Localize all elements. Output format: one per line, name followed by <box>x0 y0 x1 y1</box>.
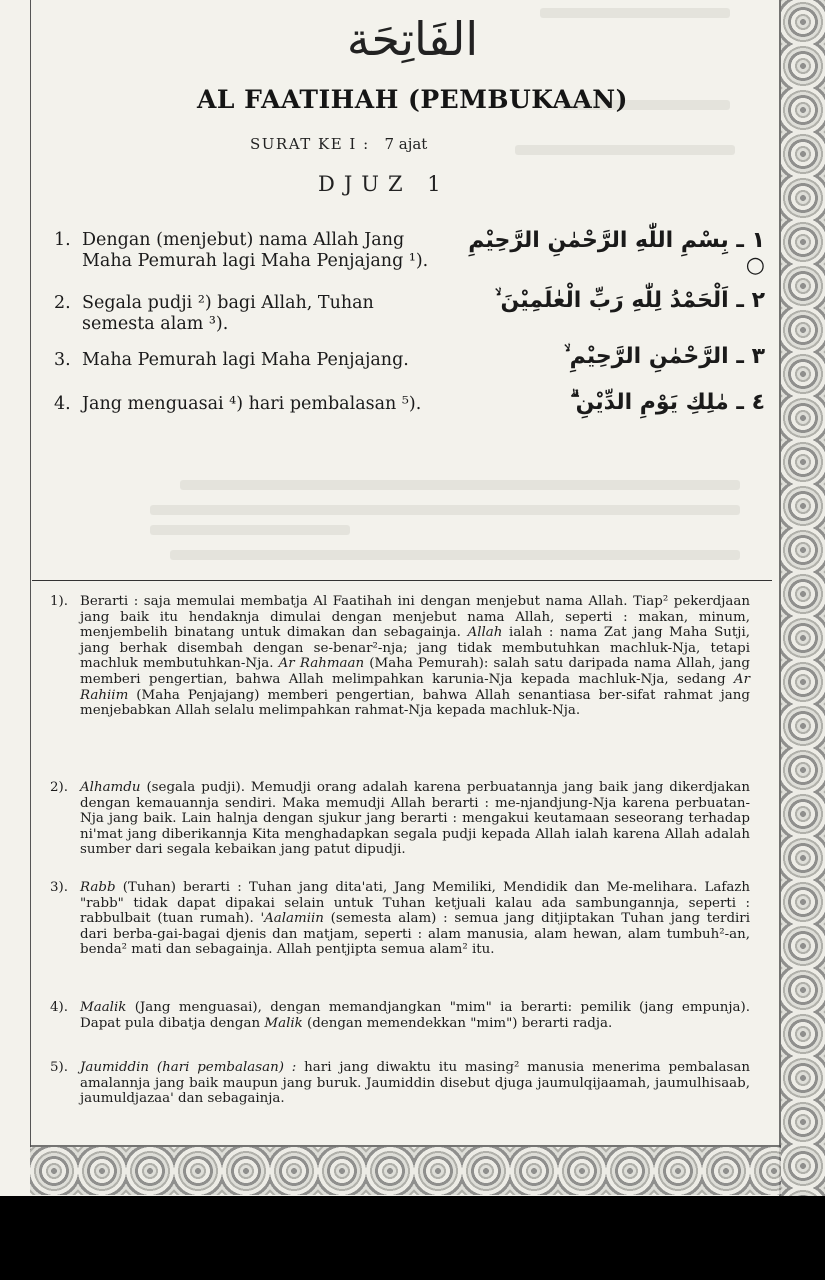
arabic-title: الفَاتِحَة <box>346 12 479 66</box>
verse-4 <box>54 394 449 415</box>
page-title: AL FAATIHAH (PEMBUKAAN) <box>196 85 628 114</box>
verse-translation: Segala pudji ²) bagi Allah, Tuhan semesta alam ³). <box>82 293 374 334</box>
footnote-segment: (Maha Penjajang) memberi pengertian, bahwa Allah senantiasa ber-sifat rahmat jang menjebabkan Allah selalu melimpahkan rahmat-Nja kepada machluk-Nja. <box>80 687 750 719</box>
footnote-segment: ialah : nama Zat jang Maha Sutji, jang berhak disembah dengan se-benar²-nja; jang tidak membutuhkan machluk-Nja, tetapi machluk membutuhkan-Nja. <box>80 625 750 672</box>
arabic-verse-3: ٣ ـ الرَّحْمٰنِ الرَّحِيْمِ ۙ <box>564 344 765 369</box>
footnote-segment: Berarti : saja memulai membatja Al Faatihah ini dengan menjebut nama Allah. Tiap² pekerdjaan jang baik itu hendaknja dimulai dengan menjebut nama Allah, seperti : makan, minum, menjembelih binatang untuk dimakan dan sebagainja. <box>80 594 750 641</box>
footnote-term: Alhamdu <box>80 780 141 795</box>
footnote-number: 3). <box>50 880 69 895</box>
footnote-5 <box>50 1060 750 1107</box>
footnote-segment: hari jang diwaktu itu masing² manusia menerima pembalasan amalannja jang baik maupun jang buruk. Jaumiddin disebut djuga jaumulqijaamah, jaumulhisaab, jaumuldjazaa' dan sebagainja. <box>80 1060 750 1107</box>
bleed-through-mark <box>515 145 735 155</box>
footnote-segment: (segala pudji). Memudji orang adalah karena perbuatannja jang baik jang dikerdjakan dengan kemauannja sendiri. Maka memudji Allah berarti : me-njandjung-Nja karena perbuatan-Nja jang baik. Lain halnja dengan sjukur jang berarti : mengakui keutamaan seseorang terhadap ni'mat jang diberikannja Kita menghadapkan segala pudji kepada Allah ialah karena Allah adalah sumber dari segala kebaikan jang patut dipudji. <box>80 780 750 858</box>
juz-heading: DJUZ 1 <box>318 172 450 196</box>
footnote-number: 1). <box>50 594 69 609</box>
footnote-text <box>80 594 750 719</box>
verse-translation: Dengan (menjebut) nama Allah Jang Maha Pemurah lagi Maha Penjajang ¹). <box>82 230 429 271</box>
footnote-number: 5). <box>50 1060 69 1075</box>
footnote-segment: (Jang menguasai), dengan memandjangkan "mim" ia berarti: pemilik (jang empunja). Dapat pula dibatja dengan <box>80 1000 750 1031</box>
verse-number: 4. <box>54 394 71 414</box>
footnote-term: Ar Rahmaan <box>278 656 365 672</box>
footnote-segment: (Maha Pemurah): salah satu daripada nama Allah, jang memberi pengertian, bahwa Allah melimpahkan karunia-Nja kepada machluk-Nja, sedang <box>80 656 750 687</box>
bleed-through-mark <box>170 550 740 560</box>
arabic-verse-2: ٢ ـ اَلْحَمْدُ لِلّٰهِ رَبِّ الْعٰلَمِيْنَ ۙ <box>495 288 765 313</box>
footnote-1 <box>50 594 750 719</box>
footnote-4 <box>50 1000 750 1031</box>
footnote-term: Ar Rahiim <box>80 671 750 703</box>
footnote-number: 2). <box>50 780 69 795</box>
footnote-segment: (semesta alam) : semua jang ditjiptakan Tuhan jang terdiri dari berba-gai-bagai djenis dan matjam, seperti : alam manusia, alam hewan, alam tumbuh²-an, benda² mati dan sebagainja. Allah pentjipta semua alam² itu. <box>80 911 750 958</box>
verse-translation: Jang menguasai ⁴) hari pembalasan ⁵). <box>82 394 422 414</box>
footnote-segment: (dengan memendekkan "mim") berarti radja. <box>302 1015 613 1031</box>
footnote-term: 'Aalamiin <box>260 911 324 927</box>
bleed-through-mark <box>180 480 740 490</box>
arabic-verse-4: ٤ ـ مٰلِكِ يَوْمِ الدِّيْنِ ۗ <box>570 390 765 415</box>
footnote-divider <box>32 580 772 581</box>
footnote-term: Maalik <box>80 1000 127 1015</box>
footnote-term: Allah <box>467 625 503 641</box>
surat-label: SURAT KE I : <box>250 135 370 153</box>
footnote-3 <box>50 880 750 958</box>
verse-3 <box>54 350 449 371</box>
ornamental-right-border <box>779 0 825 1196</box>
verse-2 <box>54 293 449 335</box>
arabic-verse-1: ١ ـ بِسْمِ اللّٰهِ الرَّحْمٰنِ الرَّحِيْمِ ○ <box>468 228 765 278</box>
footnote-number: 4). <box>50 1000 69 1015</box>
ornamental-bottom-border <box>30 1145 781 1195</box>
footnote-segment: (Tuhan) berarti : Tuhan jang dita'ati, Jang Memiliki, Mendidik dan Me-melihara. Lafazh "rabb" tidak dapat dipakai selain untuk Tuhan ketjuali kalau ada sambungannja, seperti : rabbulbait (tuan rumah). <box>80 880 750 927</box>
footnote-text <box>80 780 750 858</box>
verse-number: 2. <box>54 293 71 313</box>
verse-translation: Maha Pemurah lagi Maha Penjajang. <box>82 350 409 370</box>
verse-1 <box>54 230 449 272</box>
footnote-term: Malik <box>264 1015 303 1031</box>
left-rule <box>30 0 31 1150</box>
footnote-text <box>80 880 750 958</box>
footnote-term: Rabb <box>80 880 116 895</box>
ajat-count: 7 ajat <box>384 135 428 153</box>
bleed-through-mark <box>150 525 350 535</box>
surat-info <box>250 135 427 153</box>
footnote-text <box>80 1000 750 1031</box>
verse-number: 3. <box>54 350 71 370</box>
footnote-text <box>80 1060 750 1107</box>
verse-number: 1. <box>54 230 71 250</box>
bleed-through-mark <box>150 505 740 515</box>
footnote-term: Jaumiddin (hari pembalasan) : <box>80 1060 297 1075</box>
footnote-2 <box>50 780 750 858</box>
